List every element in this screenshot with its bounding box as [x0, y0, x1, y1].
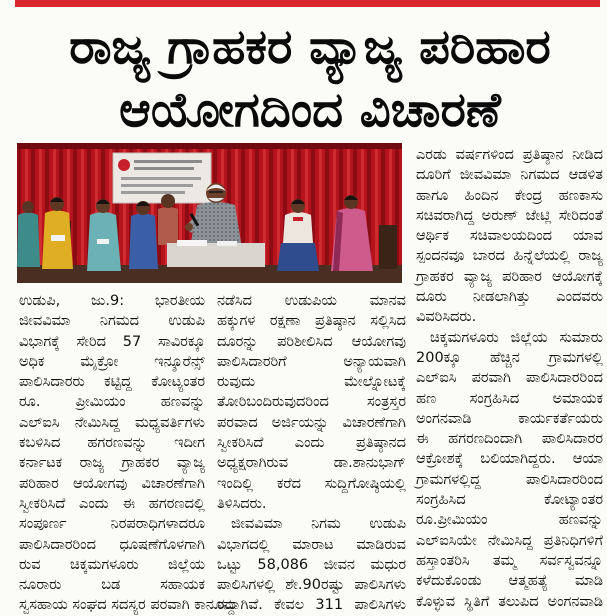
text-line: ವಿಭಾಗದಲ್ಲಿ ಮಾರಾಟ ಮಾಡಿರುವ: [217, 536, 406, 553]
text-line: ನಡೆಸಿದ ಉಡುಪಿಯ ಮಾನವ: [217, 293, 406, 309]
text-line: ಎಲ್ಐಸಿ ಪರವಾಗಿ ಪಾಲಿಸಿದಾರರಿಂದ: [416, 370, 603, 387]
curtain-valance: [17, 143, 402, 149]
text-line: ಸ್ವೀಕರಿಸಿದೆ ಎಂದು ಪ್ರತಿಷ್ಠಾನದ: [217, 435, 406, 452]
text-line: ಪಾಲಿಸಿದಾರರಿಂದ ಧೂಷಣೆಗೊಳಗಾಗಿ: [19, 536, 205, 553]
text-line: ಅಂಗನವಾಡಿ ಕಾರ್ಯಕರ್ತೆಯರು: [416, 410, 603, 427]
article-column-2: [217, 291, 406, 614]
text-line: ಜೀವವಿಮಾ ನಿಗಮದ ಉಡುಪಿ: [19, 313, 205, 330]
text-line: ಎಲ್ಐಸಿ ನೇಮಿಸಿದ್ದ ಮಧ್ಯವರ್ತಿಗಳು: [19, 414, 205, 431]
news-photo: [17, 143, 402, 283]
text-line: ಪಾಲಿಸಿಗಳಲ್ಲಿ ಶೇ.90ರಷ್ಟು ಪಾಲಿಸಿಗಳು: [217, 577, 406, 594]
dateline: ಉಡುಪಿ, ಜು.9: ಭಾರತೀಯ: [19, 293, 205, 309]
text-line: ಆರ್ಥಿಕ ಸಚಿವಾಲಯದಿಂದ ಯಾವ: [416, 228, 603, 245]
text-line: ಸ್ವೀಕರಿಸಿದೆ ಎಂದು ಈ ಹಗರಣದಲ್ಲಿ: [19, 495, 205, 512]
text-line: ಸಂಗ್ರಹಿಸಿದ ಕೋಟ್ಯಾಂತರ: [416, 492, 603, 509]
text-line: ಹಣ ಸಂಗ್ರಹಿಸಿದ ಅಮಾಯಕ: [416, 390, 603, 407]
text-line: ಗ್ರಾಮಗಳಲ್ಲಿದ್ದ ಪಾಲಿಸಿದಾರರಿಂದ: [416, 471, 603, 488]
text-line: ಪರವಾದ ಅರ್ಜಿಯನ್ನು ವಿಚಾರಣೆಗಾಗಿ: [217, 414, 406, 431]
text-line: ನೂರಾರು ಬಡ ಸಹಾಯಕ: [19, 577, 205, 594]
text-line: ಅಧಿಕ ಮೈಕ್ರೋ ಇನ್ಶೂರೆನ್ಸ್: [19, 353, 205, 370]
text-line: ದೂರಿಗೆ ಜೀವವಿಮಾ ನಿಗಮದ ಆಡಳಿತ: [416, 167, 603, 184]
text-line: ಗ್ರಾಹಕರ ವ್ಯಾಜ್ಯ ಪರಿಹಾರ ಆಯೋಗಕ್ಕೆ: [416, 268, 603, 285]
text-line: ಪಾಲಿಸಿದಾರರು ಕಟ್ಟಿದ್ದ ಕೋಟ್ಯಂತರ: [19, 374, 205, 391]
text-line: ಎರಡು ವರ್ಷಗಳಿಂದ ಪ್ರತಿಷ್ಠಾನ ನೀಡಿದ: [416, 147, 603, 163]
text-line: ದೂರನ್ನು ಪರಿಶೀಲಿಸಿದ ಆಯೋಗವು: [217, 333, 406, 350]
text-line: ರುವುದು ಮೇಲ್ನೋಟಕ್ಕೆ: [217, 374, 406, 391]
text-line: ರೂ.ಪ್ರೀಮಿಯಂ ಹಣವನ್ನು: [416, 512, 603, 529]
text-line: ಪರಿಹಾರ ಆಯೋಗವು ವಿಚಾರಣೆಗಾಗಿ: [19, 475, 205, 492]
text-line: ತೋರಿಬಂದಿರುವುದರಿಂದ ಸಂತ್ರಸ್ತರ: [217, 394, 406, 411]
text-line: ಆಕ್ರೋಶಕ್ಕೆ ಬಲಿಯಾಗಿದ್ದರು. ಆಯಾ: [416, 451, 603, 468]
text-line: ಚಿಕ್ಕಮಗಳೂರು ಜಿಲ್ಲೆಯ ಸುಮಾರು: [430, 329, 603, 346]
text-line: ಕಬಳಿಸಿದ ಹಗರಣವನ್ನು ಇದೀಗ: [19, 435, 205, 452]
text-line: ವಿವರಿಸಿದರು.: [416, 309, 477, 326]
article-column-right: [416, 145, 603, 610]
text-line: ಅಧ್ಯಕ್ಷರಾಗಿರುವ ಡಾ.ಶಾನುಭಾಗ್: [217, 455, 406, 472]
text-line: ಕೊಳ್ಳುವ ಸ್ಥಿತಿಗೆ ತಲುಪಿದ ಅಂಗನವಾಡಿ: [416, 593, 603, 610]
banner-logo: [118, 159, 130, 171]
text-line: ದೂರು ನೀಡಲಾಗಿತ್ತು ಎಂದವರು: [416, 289, 603, 306]
banner: [113, 153, 211, 203]
text-line: ಒಟ್ಟು 58,086 ಜೀವನ ಮಧುರ: [217, 556, 406, 573]
text-line: 200ಕ್ಕೂ ಹೆಚ್ಚಿನ ಗ್ರಾಮಗಳಲ್ಲಿ: [416, 349, 603, 366]
text-line: ವಿಭಾಗಕ್ಕೆ ಸೇರಿದ 57 ಸಾವಿರಕ್ಕೂ: [19, 333, 205, 350]
article-column-1: [19, 291, 236, 614]
text-line: ಹಾಗೂ ಹಿಂದಿನ ಕೇಂದ್ರ ಹಣಕಾಸು: [416, 187, 603, 204]
text-line: ರುವ ಚಿಕ್ಕಮಗಳೂರು ಜಿಲ್ಲೆಯ: [19, 556, 205, 573]
empty-chair: [379, 225, 397, 269]
text-line: ಈ ಹಗರಣದಿಂದಾಗಿ ಪಾಲಿಸಿದಾರರ: [416, 431, 603, 448]
text-line: ಕರ್ನಾಟಕ ರಾಜ್ಯ ಗ್ರಾಹಕರ ವ್ಯಾಜ್ಯ: [19, 455, 205, 472]
papers: [177, 240, 207, 246]
headline-line-2: ಆಯೋಗದಿಂದ ವಿಚಾರಣೆ: [119, 82, 501, 138]
text-line: ಹಸ್ತಾಂತರಿಸಿ ತಮ್ಮ ಸರ್ವಸ್ವವನ್ನೂ: [416, 552, 603, 569]
text-line: ಕಳೆದುಕೊಂಡು ಆತ್ಮಹತ್ಯೆ ಮಾಡಿ: [416, 573, 603, 590]
accent-bar: [15, 0, 600, 7]
text-line: ಇಂದಿಲ್ಲಿ ಕರೆದ ಸುದ್ದಿಗೋಷ್ಠಿಯಲ್ಲಿ: [217, 475, 406, 492]
text-line: ಪಾಲಿಸಿದಾರರಿಗೆ ಅನ್ಯಾಯವಾಗಿ: [217, 353, 406, 370]
text-line: ಜೀವವಿಮಾ ನಿಗಮ ಉಡುಪಿ: [231, 516, 406, 533]
table: [167, 240, 265, 267]
headline-line-1: ರಾಜ್ಯ ಗ್ರಾಹಕರ ವ್ಯಾಜ್ಯ ಪರಿಹಾರ: [69, 19, 551, 75]
text-line: ಹಕ್ಕುಗಳ ರಕ್ಷಣಾ ಪ್ರತಿಷ್ಠಾನ ಸಲ್ಲಿಸಿದ: [217, 313, 406, 330]
text-line: ಸ್ಪಂದನವೂ ಬಾರದ ಹಿನ್ನೆಲೆಯಲ್ಲಿ ರಾಜ್ಯ: [416, 248, 603, 265]
text-line: ಸ್ವಸಹಾಯ ಸಂಘದ ಸದಸ್ಯರ ಪರವಾಗಿ ಕಾನೂನು: [19, 597, 236, 614]
text-line: ಸಂಪೂರ್ಣ ನಿರಪರಾಧಿಗಳಾದರೂ: [19, 516, 205, 533]
text-line: ತಿಳಿಸಿದರು.: [217, 495, 267, 512]
text-line: ರೂ. ಪ್ರೀಮಿಯಂ ಹಣವನ್ನು: [19, 394, 205, 411]
text-line: ರದ್ದಾಗಿವೆ. ಕೇವಲ 311 ಪಾಲಿಸಿಗಳು: [217, 597, 406, 614]
text-line: ಎಲ್ಐಸಿಯೇ ನೇಮಿಸಿದ್ದ ಪ್ರತಿನಿಧಿಗಳಿಗೆ: [416, 532, 603, 549]
text-line: ಸಚಿವರಾಗಿದ್ದ ಅರುಣ್ ಜೇಟ್ಲಿ ಸೇರಿದಂತೆ: [416, 207, 603, 224]
